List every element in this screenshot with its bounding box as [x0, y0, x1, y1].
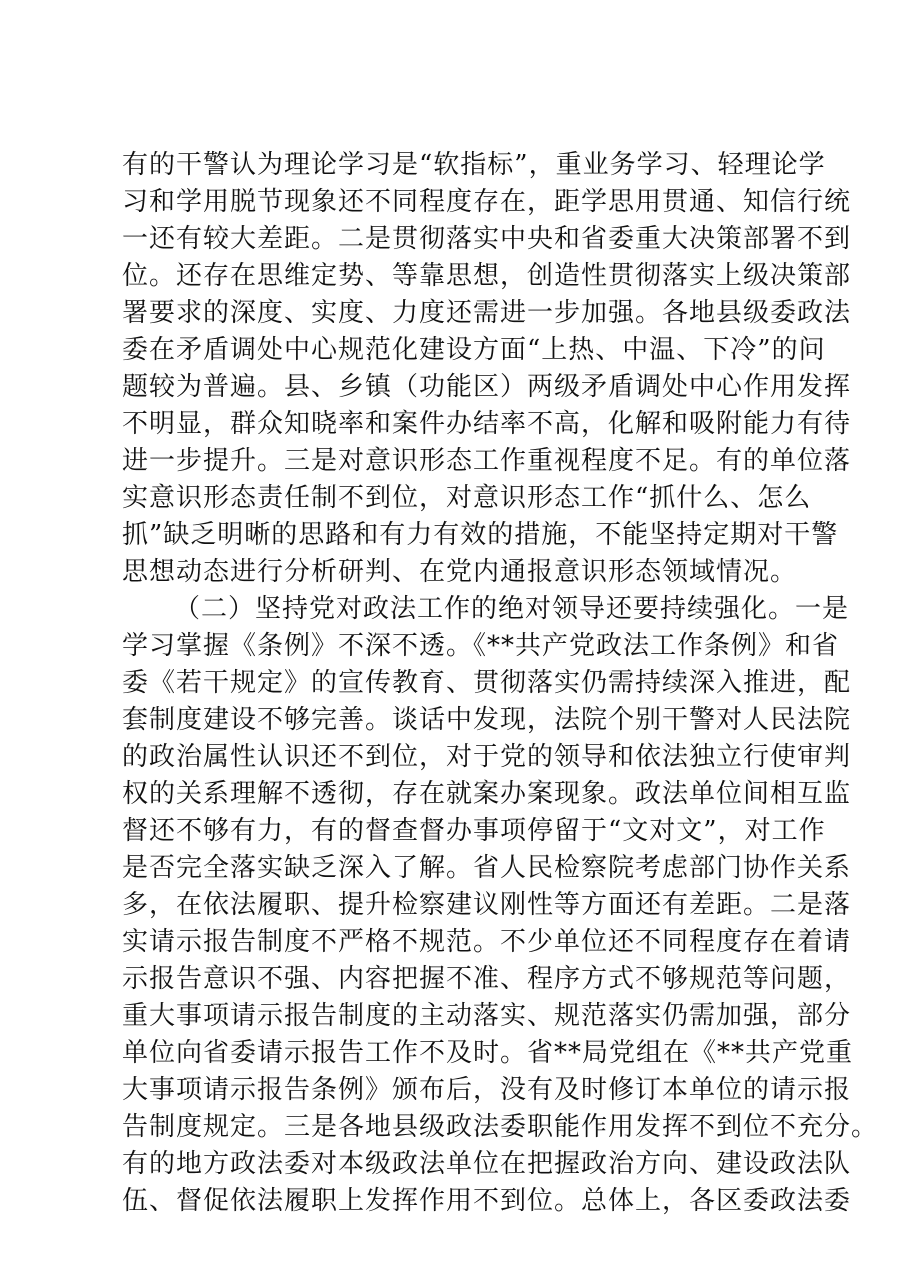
text-line: 伍、督促依法履职上发挥作用不到位。总体上，各区委政法委 — [122, 1186, 852, 1216]
text-line: 权的关系理解不透彻，存在就案办案现象。政法单位间相互监 — [122, 779, 852, 809]
text-line: 多，在依法履职、提升检察建议刚性等方面还有差距。二是落 — [122, 890, 852, 920]
text-line: 示报告意识不强、内容把握不准、程序方式不够规范等问题， — [122, 964, 852, 994]
section-heading-line: （二）坚持党对政法工作的绝对领导还要持续强化。一是 — [174, 594, 850, 624]
text-line: 有的地方政法委对本级政法单位在把握政治方向、建设政法队 — [122, 1149, 852, 1179]
text-line: 学习掌握《条例》不深不透。《**共产党政法工作条例》和省 — [122, 631, 840, 661]
text-line: 题较为普遍。县、乡镇（功能区）两级矛盾调处中心作用发挥 — [122, 372, 852, 402]
text-line: 督还不够有力，有的督查督办事项停留于“文对文”，对工作 — [122, 816, 826, 846]
text-line: 大事项请示报告条例》颁布后，没有及时修订本单位的请示报 — [122, 1075, 852, 1105]
text-line: 习和学用脱节现象还不同程度存在，距学思用贯通、知信行统 — [122, 187, 852, 217]
text-line: 套制度建设不够完善。谈话中发现，法院个别干警对人民法院 — [122, 705, 852, 735]
text-line: 告制度规定。三是各地县级政法委职能作用发挥不到位不充分。 — [122, 1112, 879, 1142]
text-line: 思想动态进行分析研判、在党内通报意识形态领域情况。 — [122, 557, 798, 587]
text-line: 实请示报告制度不严格不规范。不少单位还不同程度存在着请 — [122, 927, 852, 957]
text-line: 委《若干规定》的宣传教育、贯彻落实仍需持续深入推进，配 — [122, 668, 852, 698]
text-line: 抓”缺乏明晰的思路和有力有效的措施，不能坚持定期对干警 — [122, 520, 839, 550]
text-line: 重大事项请示报告制度的主动落实、规范落实仍需加强，部分 — [122, 1001, 852, 1031]
text-line: 进一步提升。三是对意识形态工作重视程度不足。有的单位落 — [122, 446, 852, 476]
text-line: 署要求的深度、实度、力度还需进一步加强。各地县级委政法 — [122, 298, 852, 328]
text-line: 单位向省委请示报告工作不及时。省**局党组在《**共产党重 — [122, 1038, 854, 1068]
text-line: 委在矛盾调处中心规范化建设方面“上热、中温、下冷”的问 — [122, 335, 826, 365]
text-line: 位。还存在思维定势、等靠思想，创造性贯彻落实上级决策部 — [122, 261, 852, 291]
text-line: 实意识形态责任制不到位，对意识形态工作“抓什么、怎么 — [122, 483, 812, 513]
text-line: 的政治属性认识还不到位，对于党的领导和依法独立行使审判 — [122, 742, 852, 772]
text-line: 是否完全落实缺乏深入了解。省人民检察院考虑部门协作关系 — [122, 853, 852, 883]
text-line: 不明显，群众知晓率和案件办结率不高，化解和吸附能力有待 — [122, 409, 852, 439]
text-line: 一还有较大差距。二是贯彻落实中央和省委重大决策部署不到 — [122, 224, 852, 254]
body-text — [122, 147, 879, 1220]
text-line: 有的干警认为理论学习是“软指标”，重业务学习、轻理论学 — [122, 150, 826, 180]
